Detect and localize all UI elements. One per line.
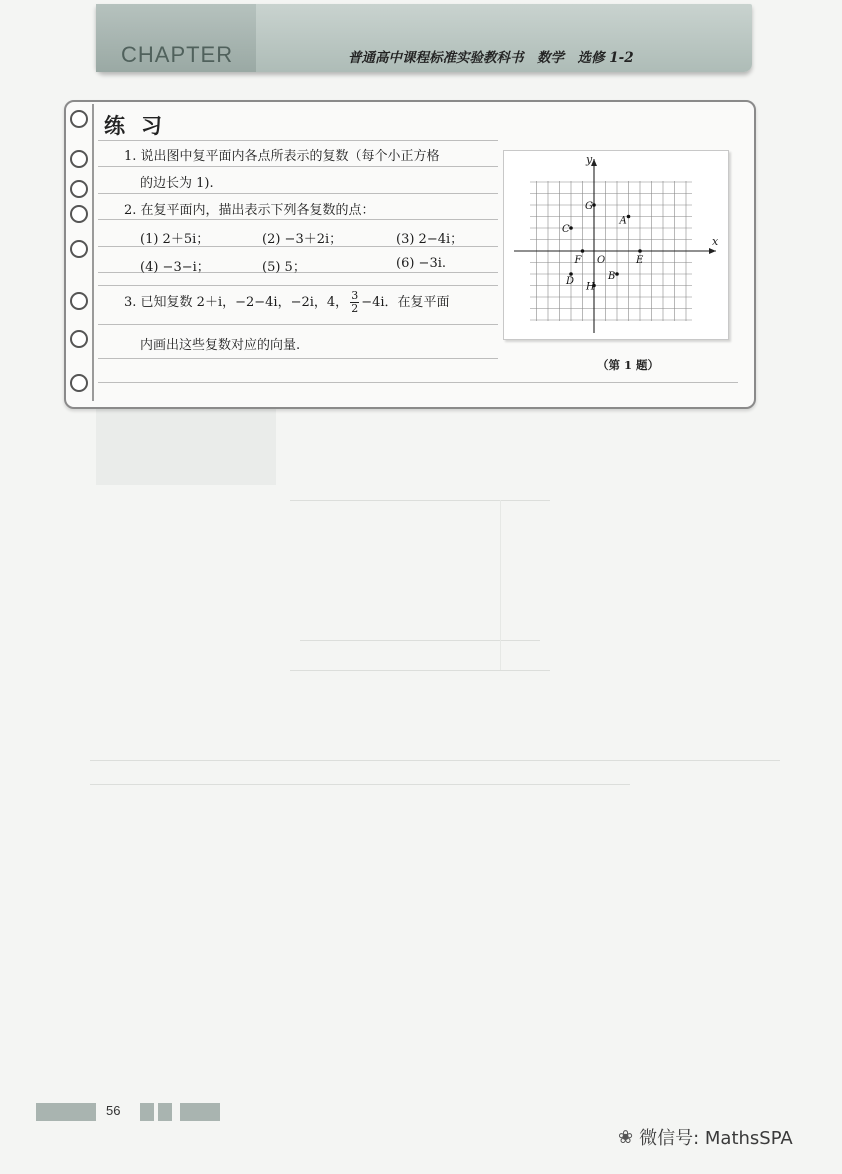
point-b [615, 272, 619, 276]
y-axis-label: y [586, 153, 593, 166]
ruled-line [98, 193, 498, 194]
fraction [350, 290, 359, 315]
point-label-c: C [562, 224, 570, 235]
bleed-through-block [96, 405, 276, 485]
question-3-line-2: 内画出这些复数对应的向量. [140, 338, 301, 353]
question-1-line-1: 1. 说出图中复平面内各点所表示的复数（每个小正方格 [124, 149, 440, 164]
ruled-line [98, 285, 498, 286]
watermark-text: 微信号: MathsSPA [639, 1128, 793, 1149]
binder-ring-icon [70, 292, 88, 310]
question-2-item: (3) 2−4i； [396, 232, 464, 247]
point-label-g: G [585, 201, 593, 212]
ruled-line [98, 382, 738, 383]
binder-ring-icon [70, 330, 88, 348]
point-label-f: F [574, 255, 582, 266]
question-2-item: (4) −3−i； [140, 260, 210, 275]
binder-ring-icon [70, 374, 88, 392]
binder-ring-icon [70, 205, 88, 223]
binder-ring-icon [70, 180, 88, 198]
footer-bar-left [36, 1103, 96, 1121]
binder-ring-icon [70, 240, 88, 258]
figure-caption: （第 1 题） [597, 358, 660, 372]
wechat-icon: ❀ [618, 1126, 634, 1148]
footer-bar-right [180, 1103, 220, 1121]
ruled-line [98, 219, 498, 220]
x-axis-label: x [712, 235, 719, 248]
fraction-numerator: 3 [351, 289, 359, 302]
exercise-title: 练习 [104, 113, 178, 138]
footer-bar-block [140, 1103, 154, 1121]
ruled-line [98, 166, 498, 167]
bleed-through-line [290, 670, 550, 671]
binder-ring-icon [70, 110, 88, 128]
chapter-label: CHAPTER [121, 42, 234, 67]
question-2-line-1: 2. 在复平面内，描出表示下列各复数的点： [124, 203, 375, 218]
point-label-b: B [608, 271, 616, 282]
complex-plane-figure [503, 150, 729, 340]
bleed-through-line [300, 640, 540, 641]
question-2-item: (1) 2＋5i； [140, 232, 210, 247]
point-label-e: E [636, 255, 644, 266]
question-1-line-2: 的边长为 1). [140, 176, 214, 191]
question-2-item: (5) 5； [262, 260, 306, 275]
point-c [569, 226, 573, 230]
point-label-d: D [566, 276, 575, 287]
origin-label: O [597, 255, 606, 266]
question-2-item: (2) −3＋2i； [262, 232, 343, 247]
point-label-h: H [586, 281, 595, 293]
ruled-line [98, 324, 498, 325]
bleed-through-axis [500, 500, 501, 670]
bleed-through-line [90, 784, 630, 785]
bleed-through-line [290, 500, 550, 501]
ruled-line [98, 140, 498, 141]
point-a [627, 215, 631, 219]
point-e [638, 249, 642, 253]
question-3-prefix: 3. 已知复数 2＋i，−2−4i，−2i，4， [124, 295, 349, 310]
binder-ring-icon [70, 150, 88, 168]
ruled-line [98, 358, 498, 359]
point-label-a: A [619, 215, 627, 227]
x-axis-arrow-icon [709, 248, 716, 254]
page-number: 56 [106, 1103, 121, 1118]
book-series-title: 普通高中课程标准实验教科书 数学 选修 1-2 [348, 50, 634, 66]
question-2-item: (6) −3i. [396, 256, 447, 271]
fraction-denominator: 2 [351, 302, 359, 315]
binder-line [92, 104, 94, 401]
bleed-through-line [90, 760, 780, 761]
footer-bar-block [158, 1103, 172, 1121]
complex-plane-graph [504, 151, 728, 339]
point-f [581, 249, 585, 253]
wechat-watermark [618, 1124, 793, 1150]
question-3-suffix: −4i．在复平面 [361, 295, 450, 310]
question-3-line-1 [124, 290, 450, 315]
